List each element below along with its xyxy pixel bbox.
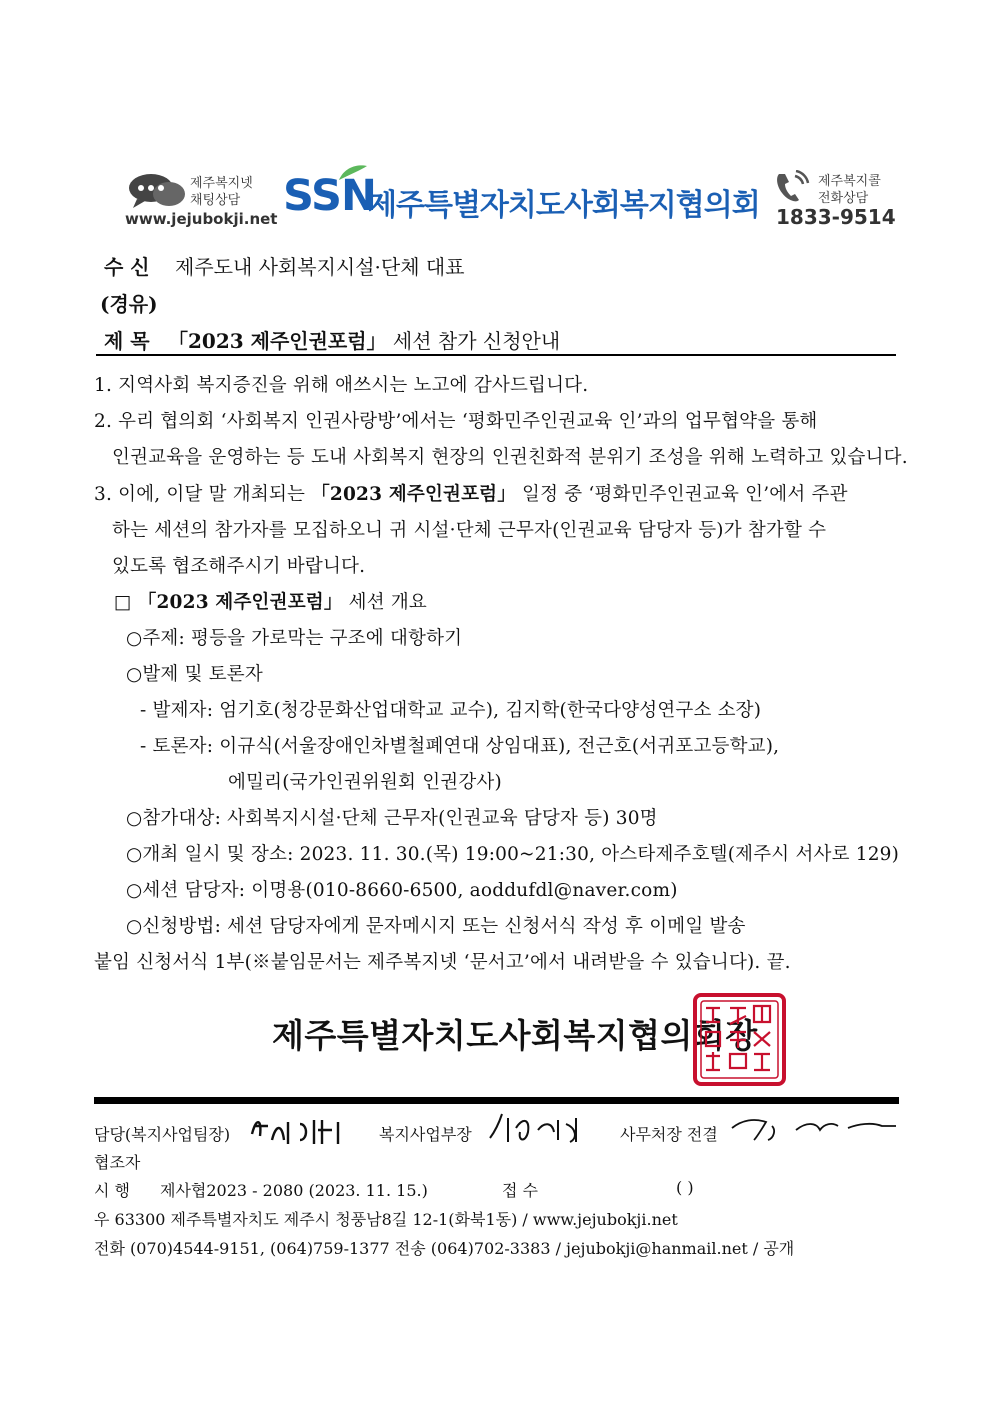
recipient-value: 제주도내 사회복지시설·단체 대표 [175,255,465,279]
p3-text-a: 3. 이에, 이달 말 개최되는 [94,484,306,505]
paragraph-3-line2: 하는 세션의 참가자를 모집하오니 귀 시설·단체 근무자(인권교육 담당자 등)가 참가할 수 [112,520,827,541]
chat-consult-line2: 채팅상담 [190,193,241,208]
subject-rest: 세션 참가 신청안내 [392,329,561,353]
chat-bubble-icon [127,172,187,210]
contact-line: 전화 (070)4544-9151, (064)759-1377 전송 (064)702-3383 / jejubokji@hanmail.net / 공개 [94,1239,795,1258]
approver-label: 사무처장 전결 [620,1125,718,1144]
paragraph-3-line1 [94,480,848,506]
target-item: ○참가대상: 사회복지시설·단체 근무자(인권교육 담당자 등) 30명 [126,808,658,829]
receive-label: 접 수 [502,1181,538,1200]
official-seal-icon [692,992,787,1087]
address-line: 우 63300 제주특별자치도 제주시 청풍남8길 12-1(화북1동) / www.jejubokji.net [94,1210,678,1229]
via-label: (경유) [100,292,158,316]
drafter-signature-icon [248,1112,354,1148]
issuer-signature: 제주특별자치도사회복지협의회장 [272,1016,758,1055]
paragraph-3-line3: 있도록 협조해주시기 바랍니다. [112,556,366,577]
enforce-value: 제사협2023 - 2080 (2023. 11. 15.) [160,1181,428,1200]
topic-item: ○주제: 평등을 가로막는 구조에 대항하기 [126,628,463,649]
org-logo-name: 제주특별자치도사회복지협의회 [368,188,760,223]
enforce-label: 시 행 [94,1181,130,1200]
p3-forum-title: 「2023 제주인권포럼」 [311,484,516,505]
subject-value [168,325,560,354]
cooperator-label: 협조자 [94,1153,141,1172]
p3-text-b: 일정 중 ‘평화민주인권교육 인’에서 주관 [522,484,848,505]
chat-consult-line1: 제주복지넷 [190,176,253,191]
approver-signature-icon [730,1114,900,1144]
paragraph-1: 1. 지역사회 복지증진을 위해 애쓰시는 노고에 감사드립니다. [94,375,589,396]
checkbox-icon: □ [114,592,132,613]
call-consult-line1: 제주복지콜 [818,174,881,189]
drafter-label: 담당(복지사업팀장) [94,1125,231,1144]
datetime-item: ○개최 일시 및 장소: 2023. 11. 30.(목) 19:00~21:30, 아스타제주호텔(제주시 서사로 129) [126,844,900,865]
attachment-line: 붙임 신청서식 1부(※붙임문서는 제주복지넷 ‘문서고’에서 내려받을 수 있습니다). 끝. [94,952,791,973]
reviewer-signature-icon [486,1110,592,1146]
recipient-label: 수 신 [104,255,150,279]
contact-item: ○세션 담당자: 이명용(010-8660-6500, aoddufdl@naver.com) [126,880,678,901]
website-link[interactable]: www.jejubokji.net [125,210,278,228]
overview-title: 「2023 제주인권포럼」 [137,592,343,613]
call-consult-line2: 전화상담 [818,191,869,206]
subject-title: 「2023 제주인권포럼」 [168,329,387,353]
phone-icon [773,170,811,204]
panelists-item-cont: 에밀리(국가인권위원회 인권강사) [228,772,502,793]
panelists-item: - 토론자: 이규식(서울장애인차별철폐연대 상임대표), 전근호(서귀포고등학교), [140,736,780,757]
paragraph-2-line2: 인권교육을 운영하는 등 도내 사회복지 현장의 인권친화적 분위기 조성을 위해 노력하고 있습니다. [112,447,908,468]
org-logo-abbr: SSN [283,171,376,221]
header-divider [96,354,896,356]
speakers-heading: ○발제 및 토론자 [126,664,263,685]
footer-divider [94,1097,899,1104]
receive-value: ( ) [676,1178,694,1197]
paragraph-2-line1: 2. 우리 협의회 ‘사회복지 인권사랑방’에서는 ‘평화민주인권교육 인’과의 업무협약을 통해 [94,411,818,432]
subject-label: 제 목 [104,329,150,353]
reviewer-label: 복지사업부장 [379,1125,472,1144]
presenters-item: - 발제자: 엄기호(청강문화산업대학교 교수), 김지학(한국다양성연구소 소장) [140,700,762,721]
overview-rest: 세션 개요 [348,592,428,613]
call-number: 1833-9514 [776,205,896,229]
overview-heading [114,588,427,614]
method-item: ○신청방법: 세션 담당자에게 문자메시지 또는 신청서식 작성 후 이메일 발송 [126,916,746,937]
